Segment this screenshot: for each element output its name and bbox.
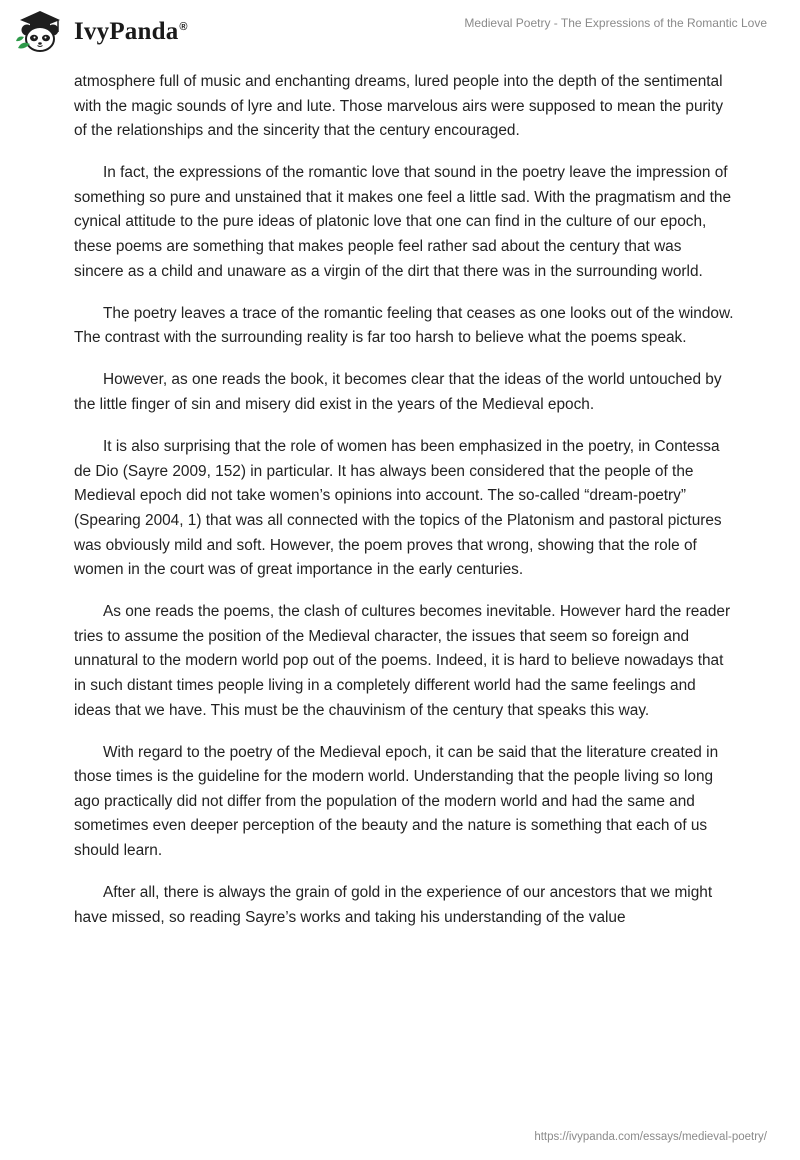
- essay-body: [74, 70, 734, 948]
- panda-graduate-icon: [14, 8, 66, 54]
- source-url[interactable]: https://ivypanda.com/essays/medieval-poetry/: [534, 1131, 767, 1143]
- paragraph: The poetry leaves a trace of the romantic feeling that ceases as one looks out of the window. The contrast with the surrounding reality is far too harsh to believe what the poems speak.: [74, 304, 734, 347]
- page-header: [0, 0, 800, 70]
- logo-wordmark: IvyPanda®: [74, 18, 188, 45]
- registered-mark: ®: [179, 20, 188, 33]
- ivypanda-logo[interactable]: [14, 8, 188, 54]
- paragraph-continued: atmosphere full of music and enchanting dreams, lured people into the depth of the sentimental with the magic sounds of lyre and lute. Those marvelous airs were supposed to mean the purity of the relationships and the sincerity that the century encouraged.: [74, 73, 724, 140]
- paragraph: However, as one reads the book, it becomes clear that the ideas of the world untouched by the little finger of sin and misery did exist in the years of the Medieval epoch.: [74, 371, 722, 414]
- document-title: Medieval Poetry - The Expressions of the Romantic Love: [464, 16, 767, 30]
- paragraph: In fact, the expressions of the romantic love that sound in the poetry leave the impression of something so pure and unstained that it makes one feel a little sad. With the pragmatism and the cynical attitude to the pure ideas of platonic love that one can find in the culture of our epoch, these poems are something that makes people feel rather sad about the century that was sincere as a child and unaware as a virgin of the dirt that there was in the surrounding world.: [74, 164, 732, 280]
- paragraph: After all, there is always the grain of gold in the experience of our ancestors that we might have missed, so reading Sayre’s works and taking his understanding of the value: [74, 884, 713, 926]
- paragraph: It is also surprising that the role of women has been emphasized in the poetry, in Contessa de Dio (Sayre 2009, 152) in particular. It has always been considered that the people of the Medieval epoch did not take women’s opinions into account. The so-called “dream-poetry” (Spearing 2004, 1) that was all connected with the topics of the Platonism and pastoral pictures was obviously mild and soft. However, the poem proves that wrong, showing that the role of women in the court was of great importance in the early centuries.: [74, 438, 722, 579]
- paragraph: As one reads the poems, the clash of cultures becomes inevitable. However hard the reader tries to assume the position of the Medieval character, the issues that seem so foreign and unnatural to the modern world pop out of the poems. Indeed, it is hard to believe nowadays that in such distant times people living in a completely different world had the same feelings and ideas that we have. This must be the chauvinism of the century that speaks this way.: [74, 603, 731, 719]
- paragraph: With regard to the poetry of the Medieval epoch, it can be said that the literature created in those times is the guideline for the modern world. Understanding that the people living so long ago practically did not differ from the population of the modern world and had the same and sometimes even deeper perception of the beauty and the nature is something that each of us should learn.: [74, 743, 719, 860]
